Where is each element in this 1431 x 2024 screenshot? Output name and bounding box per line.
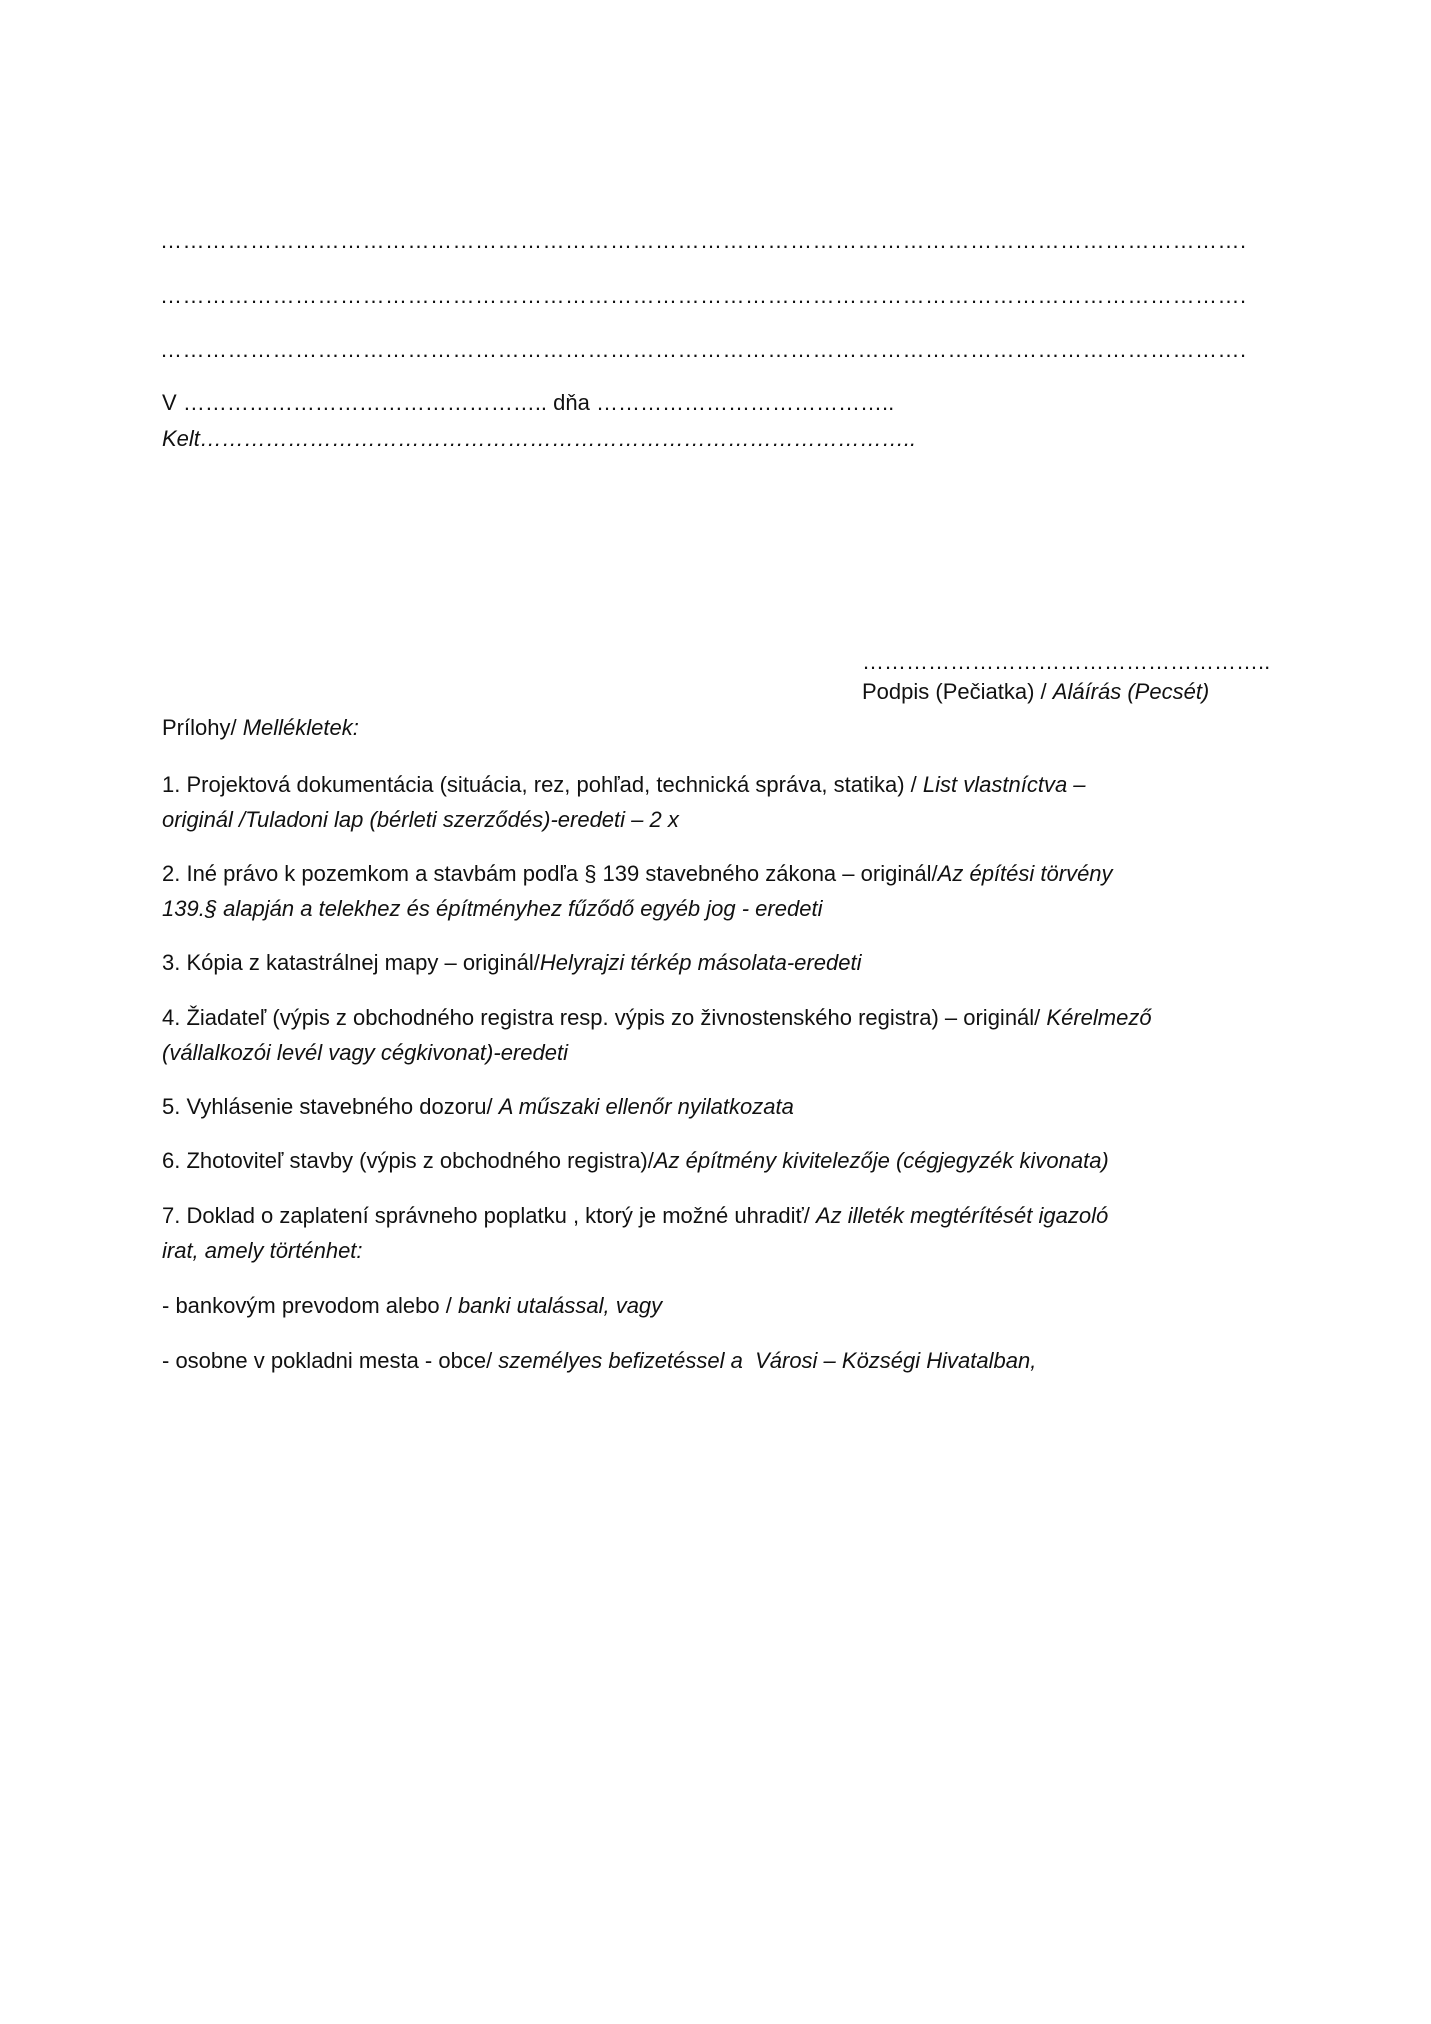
attachment-item-4-line-2: (vállalkozói levél vagy cégkivonat)-eredeti [162,1040,568,1065]
attachment-item-1-hu: List vlastníctva – [922,772,1086,797]
attachment-item-3 [162,945,1272,980]
attachment-item-3-line-1 [162,945,1272,980]
signature-label-sk: Podpis (Pečiatka) / [862,679,1047,704]
payment-option-2-line [162,1343,1272,1378]
payment-option-2-sk: - osobne v pokladni mesta - obce/ [162,1348,499,1373]
signature-label [862,677,1209,707]
place-fill-field: ………………………………………….. [182,390,548,415]
attachment-item-2-line-2: 139.§ alapján a telekhez és építményhez fűződő egyéb jog - eredeti [162,896,823,921]
attachment-item-5-sk: 5. Vyhlásenie stavebného dozoru/ [162,1094,499,1119]
attachments-heading-hu: Mellékletek: [242,715,359,740]
date-fill-field: ………………………………….. [596,390,895,415]
kelt-fill-field: …………………………………………………………………………………….. [199,426,917,451]
attachment-item-6-sk: 6. Zhotoviteľ stavby (výpis z obchodného registra)/ [162,1148,654,1173]
header-fill-line-3: ………………………………………………………………………………………………………………………………. [160,337,1247,362]
attachment-item-6 [162,1143,1272,1178]
attachment-item-2 [162,856,1272,926]
payment-option-1-line [162,1288,1272,1323]
attachments-heading-sk: Prílohy/ [162,715,237,740]
signature-fill-field: ……………………………………………….. [862,649,1271,674]
attachment-item-6-line-1 [162,1143,1272,1178]
attachment-item-2-hu: Az építési törvény [937,861,1113,886]
attachment-item-4-sk: 4. Žiadateľ (výpis z obchodného registra resp. výpis zo živnostenského registra) – originál/ [162,1005,1047,1030]
attachment-item-3-sk: 3. Kópia z katastrálnej mapy – originál/ [162,950,540,975]
attachment-item-5-line-1 [162,1089,1272,1124]
kelt-label: Kelt [162,426,200,451]
attachment-item-5-hu: A műszaki ellenőr nyilatkozata [498,1094,794,1119]
attachment-item-7-line-2: irat, amely történhet: [162,1238,363,1263]
kelt-line [162,424,916,454]
attachments-heading [162,713,359,743]
signature-label-hu: Aláírás (Pecsét) [1052,679,1210,704]
payment-option-1-sk: - bankovým prevodom alebo / [162,1293,458,1318]
attachment-item-7 [162,1198,1272,1268]
header-fill-line-2: ………………………………………………………………………………………………………………………………. [160,283,1247,308]
payment-option-1-hu: banki utalással, vagy [457,1293,663,1318]
header-fill-line-1: ………………………………………………………………………………………………………………………………. [160,228,1247,253]
attachment-item-7-sk: 7. Doklad o zaplatení správneho poplatku , ktorý je možné uhradiť/ [162,1203,816,1228]
attachment-item-1-line-2: originál /Tuladoni lap (bérleti szerződés)-eredeti – 2 x [162,807,679,832]
attachment-item-3-hu: Helyrajzi térkép másolata-eredeti [539,950,862,975]
attachment-item-4 [162,1000,1272,1070]
attachment-item-1 [162,767,1272,837]
date-label: dňa [553,390,590,415]
attachment-item-6-hu: Az építmény kivitelezője (cégjegyzék kivonata) [653,1148,1109,1173]
attachment-item-1-sk: 1. Projektová dokumentácia (situácia, rez, pohľad, technická správa, statika) / [162,772,923,797]
attachment-item-1-line-1 [162,767,1272,802]
attachment-item-7-line-1 [162,1198,1272,1233]
payment-option-bank-transfer [162,1288,1272,1323]
attachment-item-7-hu: Az illeték megtérítését igazoló [815,1203,1109,1228]
attachment-item-5 [162,1089,1272,1124]
attachment-item-2-line-1 [162,856,1272,891]
place-label: V [162,390,177,415]
place-date-line [162,388,894,418]
payment-option-2-hu: személyes befizetéssel a Városi – Községi Hivatalban, [498,1348,1037,1373]
attachment-item-2-sk: 2. Iné právo k pozemkom a stavbám podľa § 139 stavebného zákona – originál/ [162,861,938,886]
payment-option-in-person [162,1343,1272,1378]
attachment-item-4-hu: Kérelmező [1046,1005,1152,1030]
attachment-item-4-line-1 [162,1000,1272,1035]
